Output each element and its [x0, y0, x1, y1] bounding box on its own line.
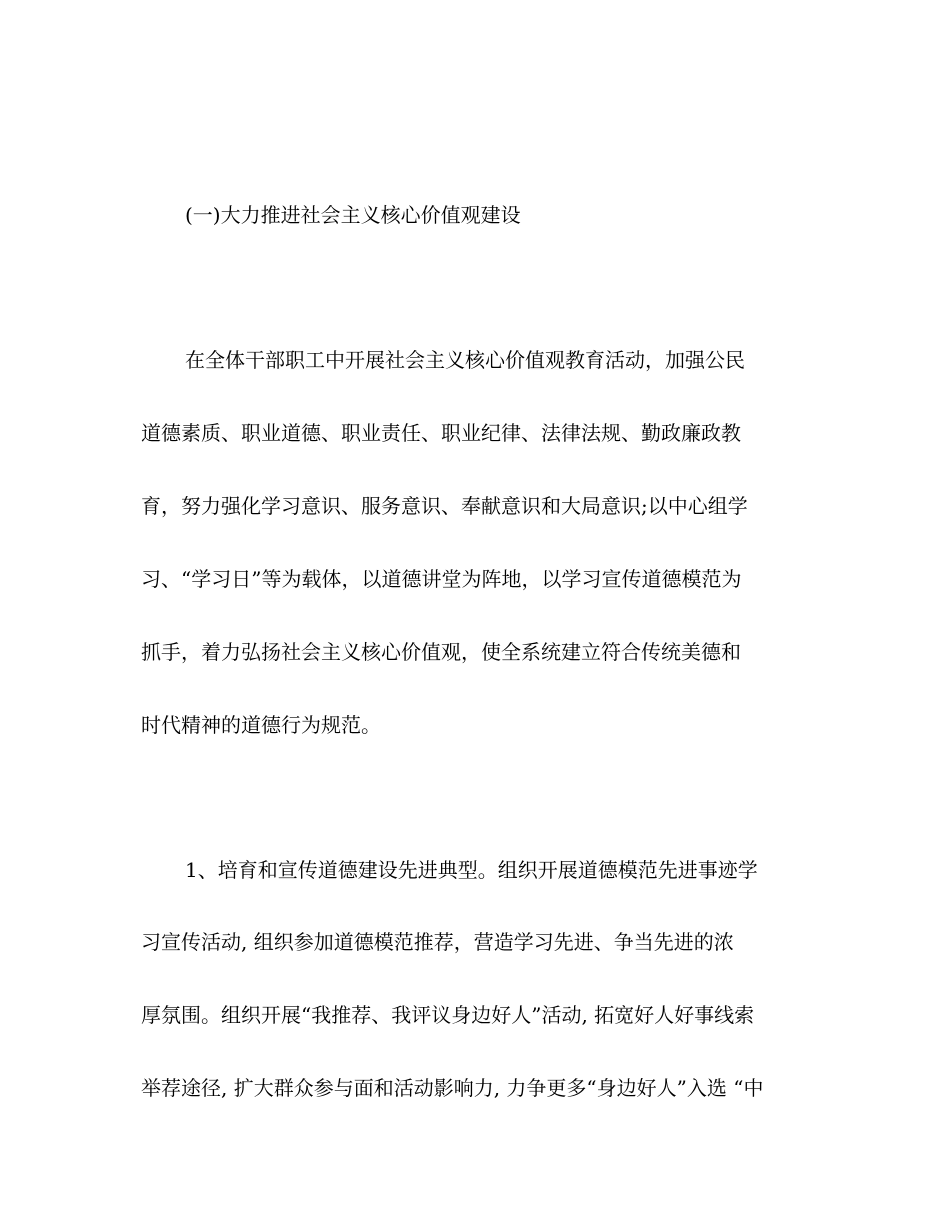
paragraph-line: 育，努力强化学习意识、服务意识、奉献意识和大局意识;以中心组学 [141, 494, 748, 518]
paragraph-line: 举荐途径, 扩大群众参与面和活动影响力, 力争更多“身边好人”入选 “中 [141, 1076, 764, 1100]
paragraph-line: 习、“学习日”等为载体，以道德讲堂为阵地，以学习宣传道德模范为 [141, 567, 742, 591]
paragraph-line: 厚氛围。组织开展“我推荐、我评议身边好人”活动, 拓宽好人好事线索 [141, 1003, 755, 1027]
paragraph-line: 道德素质、职业道德、职业责任、职业纪律、法律法规、勤政廉政教 [141, 421, 741, 445]
paragraph-line: 1、培育和宣传道德建设先进典型。组织开展道德模范先进事迹学 [185, 858, 758, 882]
paragraph-line: 习宣传活动, 组织参加道德模范推荐，营造学习先进、争当先进的浓 [141, 930, 734, 954]
section-heading: (一)大力推进社会主义核心价值观建设 [185, 203, 521, 227]
paragraph-line: 抓手，着力弘扬社会主义核心价值观，使全系统建立符合传统美德和 [141, 640, 741, 664]
paragraph-line: 时代精神的道德行为规范。 [141, 713, 381, 737]
paragraph-line: 在全体干部职工中开展社会主义核心价值观教育活动，加强公民 [185, 348, 745, 372]
